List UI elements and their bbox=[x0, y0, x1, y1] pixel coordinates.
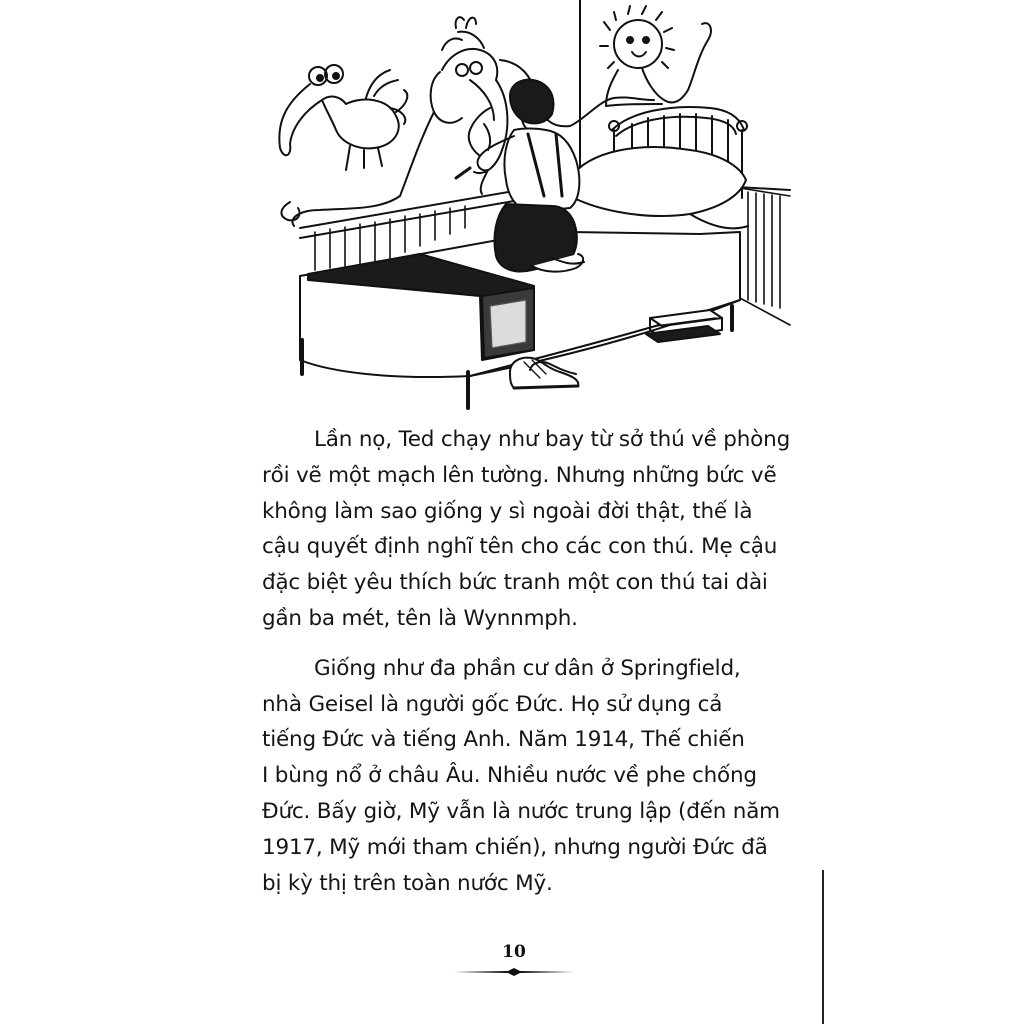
bedroom-illustration bbox=[270, 0, 800, 412]
text-line: bị kỳ thị trên toàn nước Mỹ. bbox=[262, 870, 553, 896]
shoes-on-floor bbox=[510, 358, 578, 388]
body-text bbox=[262, 422, 791, 901]
text-line: gần ba mét, tên là Wynnmph. bbox=[262, 605, 578, 631]
text-line: I bùng nổ ở châu Âu. Nhiều nước về phe chống bbox=[262, 763, 757, 789]
paragraph-2 bbox=[262, 651, 782, 902]
lion-creature-drawing bbox=[600, 6, 711, 106]
text-line: cậu quyết định nghĩ tên cho các con thú. Mẹ cậu bbox=[262, 534, 778, 560]
text-line: nhà Geisel là người gốc Đức. Họ sử dụng cả bbox=[262, 691, 723, 717]
text-line: Đức. Bấy giờ, Mỹ vẫn là nước trung lập (đến năm bbox=[262, 798, 780, 824]
boy-figure bbox=[456, 80, 584, 272]
page-number-ornament bbox=[452, 966, 576, 978]
text-line: Giống như đa phần cư dân ở Springfield, bbox=[314, 655, 741, 681]
text-line: Lần nọ, Ted chạy như bay từ sở thú về phòng bbox=[314, 427, 791, 452]
text-line: rồi vẽ một mạch lên tường. Nhưng những bức vẽ bbox=[262, 462, 777, 488]
paragraph-1 bbox=[262, 422, 791, 637]
text-line: không làm sao giống y sì ngoài đời thật, thế là bbox=[262, 498, 753, 524]
page-number: 10 bbox=[502, 942, 526, 962]
page-edge-line bbox=[822, 870, 824, 1024]
bird-creature-drawing bbox=[279, 65, 407, 170]
text-line: đặc biệt yêu thích bức tranh một con thú tai dài bbox=[262, 570, 768, 596]
text-line: tiếng Đức và tiếng Anh. Năm 1914, Thế chiến bbox=[262, 727, 745, 753]
text-line: 1917, Mỹ mới tham chiến), nhưng người Đức đã bbox=[262, 834, 768, 860]
pillow bbox=[570, 147, 746, 216]
